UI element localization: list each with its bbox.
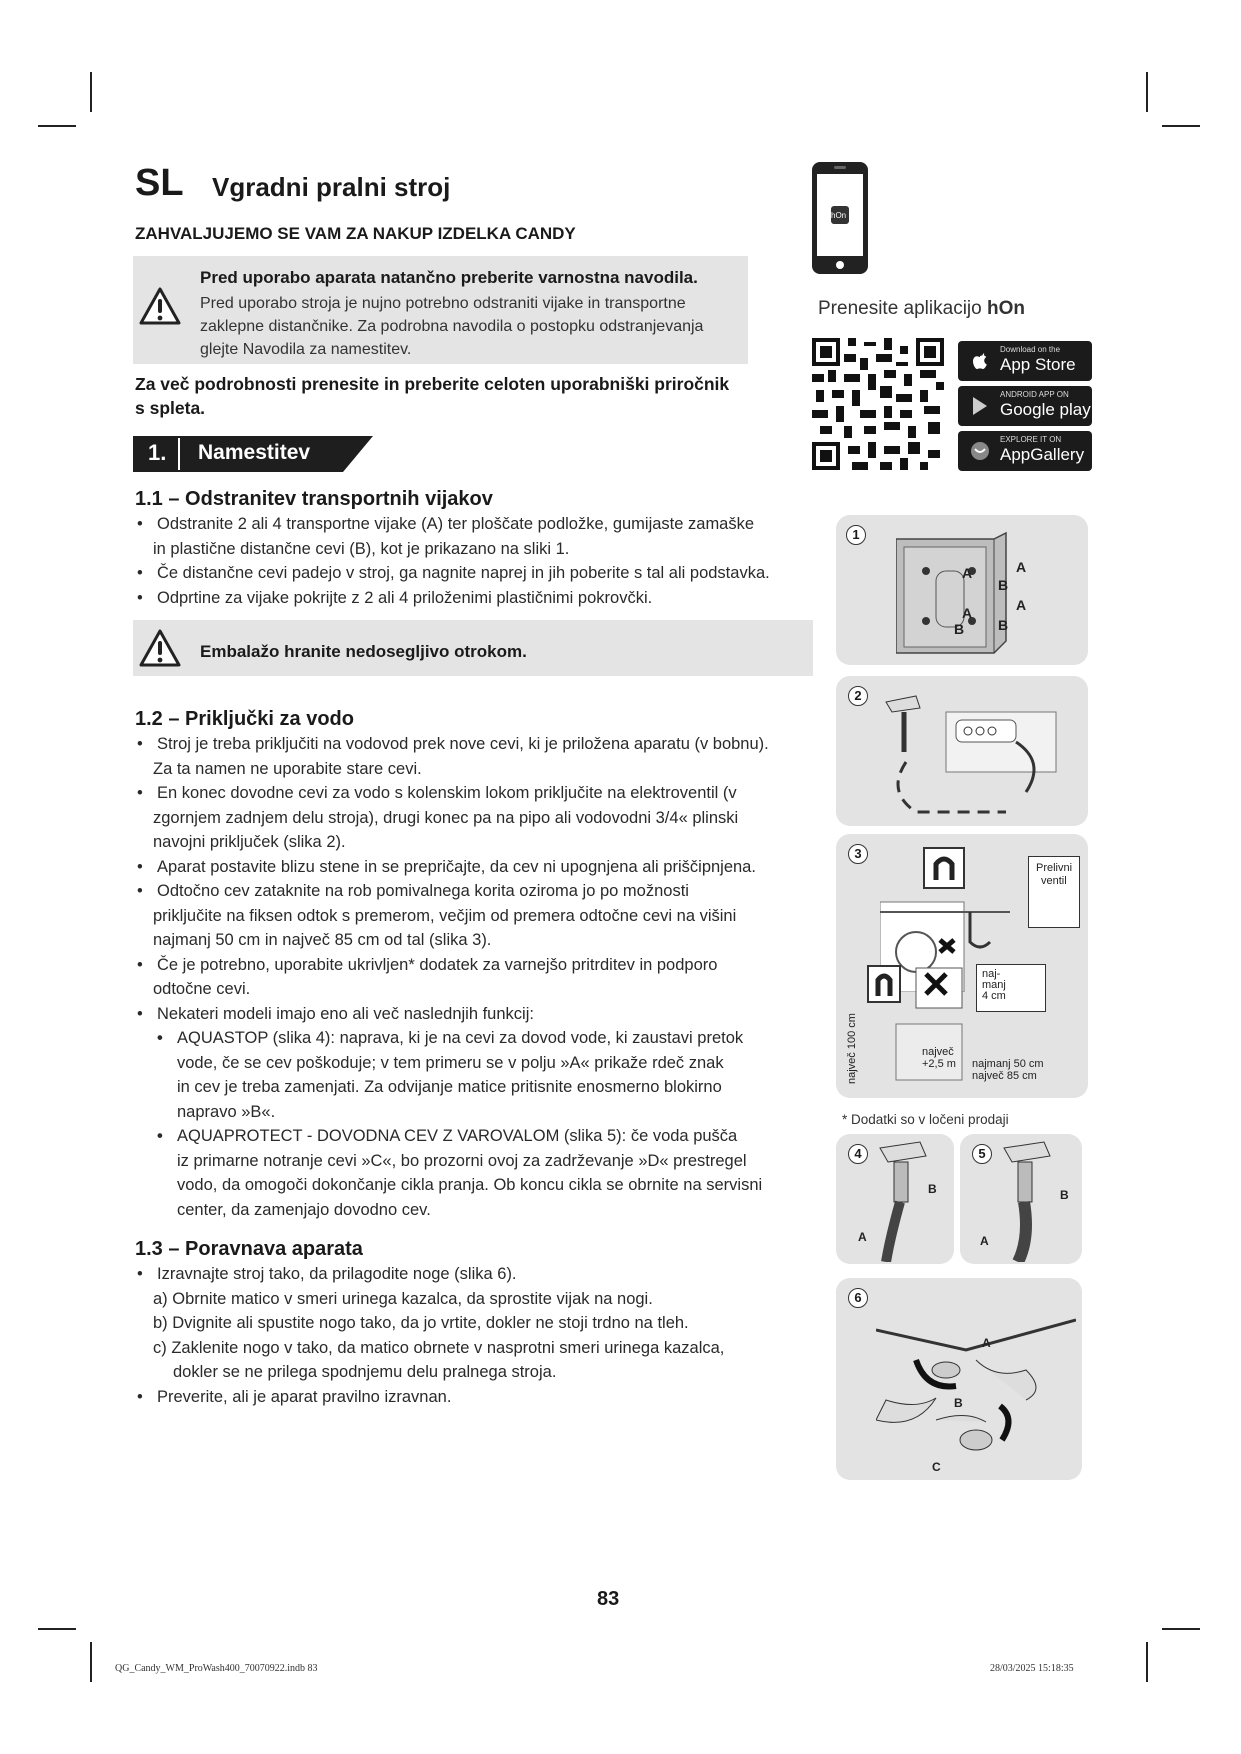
list-item: • Nekateri modeli imajo eno ali več naslednjih funkcij:: [135, 1002, 815, 1027]
huawei-icon: [968, 439, 992, 463]
figure-label: B: [998, 577, 1009, 593]
list-item-continuation: navojni priključek (slika 2).: [153, 833, 346, 851]
list-item-continuation: center, da zamenjajo dovodno cev.: [177, 1200, 431, 1219]
qr-code[interactable]: [812, 338, 944, 470]
child-warning-text: Embalažo hranite nedosegljivo otrokom.: [200, 642, 527, 661]
list-item-continuation: iz primarne notranje cevi »C«, bo prozorni ovoj za zadrževanje »D« prestregel: [177, 1151, 747, 1170]
crop-mark: [90, 72, 92, 112]
figure-label: najmanj 50 cm: [972, 1058, 1044, 1070]
list-1-2: [135, 732, 815, 1222]
list-item-continuation: priključite na fiksen odtok s premerom, večjim od premera odtočne cevi na višini: [153, 906, 737, 925]
list-item: • Odstranite 2 ali 4 transportne vijake (A) ter ploščate podložke, gumijaste zamaške: [135, 512, 815, 537]
page-number: 83: [597, 1588, 620, 1610]
figure-label: največ 100 cm: [846, 1013, 858, 1084]
figure-number: 6: [848, 1288, 868, 1308]
crop-mark: [38, 125, 76, 127]
list-item: • Aparat postavite blizu stene in se prepričajte, da cev ni upognjena ali priščipnjena.: [135, 855, 815, 880]
crop-mark: [1146, 72, 1148, 112]
store-small-label: ANDROID APP ON: [1000, 390, 1069, 399]
crop-mark: [90, 1642, 92, 1682]
list-item: • Odtočno cev zataknite na rob pomivalnega korita oziroma jo po možnosti: [135, 879, 815, 904]
figure-label: C: [932, 1460, 941, 1474]
app-gallery-badge[interactable]: [958, 431, 1092, 471]
list-1-1: [135, 512, 815, 610]
figure-1: [836, 515, 1088, 665]
figure-label: A: [1016, 597, 1027, 613]
list-item-continuation: napravo »B«.: [177, 1102, 276, 1121]
safety-warning-text: [200, 292, 745, 361]
heading-1-3: 1.3 – Poravnava aparata: [135, 1238, 363, 1260]
crop-mark: [1162, 1628, 1200, 1630]
figure-number: 2: [848, 686, 868, 706]
figure-label: A: [982, 1336, 991, 1350]
figure-label: Prelivni: [1036, 862, 1073, 874]
list-item: • Če je potrebno, uporabite ukrivljen* dodatek za varnejšo pritrditev in podporo: [135, 953, 815, 978]
page-title: Vgradni pralni stroj: [212, 172, 451, 202]
safety-warning-line: glejte Navodila za namestitev.: [200, 341, 412, 358]
crop-mark: [1162, 125, 1200, 127]
list-item-continuation: c) Zaklenite nogo v tako, da matico obrnete v nasprotni smeri urinega kazalca,: [153, 1338, 725, 1357]
list-item: • Odprtine za vijake pokrijte z 2 ali 4 priloženimi plastičnimi pokrovčki.: [135, 586, 815, 611]
figure-3: [836, 834, 1088, 1098]
list-item: • En konec dovodne cevi za vodo s kolenskim lokom priključite na elektroventil (v: [135, 781, 815, 806]
figure-label: manj: [982, 979, 1006, 991]
list-item-continuation: odtočne cevi.: [153, 980, 251, 998]
accessories-note: * Dodatki so v ločeni prodaji: [842, 1112, 1009, 1127]
heading-1-1: 1.1 – Odstranitev transportnih vijakov: [135, 488, 493, 510]
store-name: App Store: [1000, 355, 1076, 374]
list-item-continuation: b) Dvignite ali spustite nogo tako, da jo vrtite, dokler ne stoji trdno na tleh.: [153, 1314, 689, 1332]
figure-label: B: [1060, 1188, 1069, 1202]
footer-file: QG_Candy_WM_ProWash400_70070922.indb 83: [115, 1663, 318, 1674]
figure-label: A: [858, 1230, 867, 1244]
figure-number: 1: [846, 525, 866, 545]
figure-label: B: [998, 617, 1009, 633]
store-name: AppGallery: [1000, 445, 1085, 464]
google-play-badge[interactable]: [958, 386, 1092, 426]
figure-2: [836, 676, 1088, 826]
figure-6: [836, 1278, 1082, 1480]
list-item-continuation: a) Obrnite matico v smeri urinega kazalca, da sprostite vijak na nogi.: [153, 1289, 653, 1308]
footer-date: 28/03/2025 15:18:35: [990, 1663, 1074, 1674]
warning-icon: [138, 628, 182, 668]
figure-label: naj-: [982, 968, 1001, 980]
thanks-heading: ZAHVALJUJEMO SE VAM ZA NAKUP IZDELKA CANDY: [135, 224, 576, 243]
app-caption-prefix: Prenesite aplikacijo: [818, 298, 987, 319]
app-download-caption: [818, 298, 1025, 320]
list-item-continuation: najmanj 50 cm in največ 85 cm od tal (slika 3).: [153, 931, 492, 949]
list-item-continuation: in cev je treba zamenjati. Za odvijanje matice pritisnite enosmerno blokirno: [177, 1078, 722, 1096]
figure-label: B: [928, 1182, 937, 1196]
list-1-3: [135, 1262, 815, 1409]
figure-label: A: [1016, 559, 1027, 575]
store-small-label: Download on the: [1000, 345, 1061, 354]
list-item-continuation: vode, če se cev poškoduje; v tem primeru se v polju »A« prikaže rdeč znak: [177, 1053, 724, 1072]
figure-label: B: [954, 621, 965, 637]
apple-icon: [968, 349, 992, 373]
list-item: • Izravnajte stroj tako, da prilagodite noge (slika 6).: [135, 1262, 815, 1287]
figure-label: največ: [922, 1046, 954, 1058]
more-info-line: Za več podrobnosti prenesite in preberite celoten uporabniški priročnik: [135, 374, 730, 394]
list-item: • Stroj je treba priključiti na vodovod prek nove cevi, ki je priložena aparatu (v bobnu).: [135, 732, 815, 757]
water-connection-illustration: [876, 682, 1076, 820]
figure-label: 4 cm: [982, 990, 1006, 1002]
more-info-note: [135, 372, 785, 420]
safety-warning-line: zaklepne distančnike. Za podrobna navodila o postopku odstranjevanja: [200, 318, 704, 335]
figure-label: +2,5 m: [922, 1058, 956, 1070]
language-code: SL: [135, 162, 184, 204]
figure-number: 3: [848, 844, 868, 864]
figure-label: A: [962, 605, 973, 621]
aquaprotect-illustration: [974, 1138, 1074, 1262]
figure-5: [960, 1134, 1082, 1264]
sub-list-item: • AQUAPROTECT - DOVODNA CEV Z VAROVALOM (slika 5): če voda pušča: [135, 1124, 815, 1149]
heading-1-2: 1.2 – Priključki za vodo: [135, 708, 354, 730]
list-item: • Če distančne cevi padejo v stroj, ga nagnite naprej in jih poberite s tal ali podstavka.: [135, 561, 815, 586]
figure-label: B: [954, 1396, 963, 1410]
section-title: Namestitev: [198, 441, 311, 464]
warning-icon: [138, 286, 182, 326]
list-item: • Preverite, ali je aparat pravilno izravnan.: [135, 1385, 815, 1410]
list-item-continuation: in plastične distančne cevi (B), kot je prikazano na sliki 1.: [153, 539, 570, 558]
figure-label: največ 85 cm: [972, 1070, 1037, 1082]
figure-number: 5: [972, 1144, 992, 1164]
store-name: Google play: [1000, 400, 1091, 419]
crop-mark: [38, 1628, 76, 1630]
section-number: 1.: [148, 440, 167, 465]
figure-number: 4: [848, 1144, 868, 1164]
safety-warning-title: Pred uporabo aparata natančno preberite varnostna navodila.: [200, 268, 698, 287]
safety-warning-line: Pred uporabo stroja je nujno potrebno odstraniti vijake in transportne: [200, 295, 686, 312]
figure-label: ventil: [1041, 875, 1067, 887]
app-caption-name: hOn: [986, 298, 1025, 319]
more-info-line: s spleta.: [135, 398, 206, 418]
list-item-continuation: Za ta namen ne uporabite stare cevi.: [153, 759, 422, 778]
leveling-feet-illustration: [876, 1290, 1076, 1476]
app-store-badge[interactable]: [958, 341, 1092, 381]
list-item-continuation: vodo, da omogoči dokončanje cikla pranja. Ob koncu cikla se obrnite na servisni: [177, 1176, 763, 1194]
store-small-label: EXPLORE IT ON: [1000, 435, 1062, 444]
figure-label: A: [962, 565, 973, 581]
list-item-continuation: dokler se ne prilega spodnjemu delu pralnega stroja.: [173, 1363, 557, 1381]
crop-mark: [1146, 1642, 1148, 1682]
hon-app-icon: hOn: [831, 211, 847, 220]
sub-list-item: • AQUASTOP (slika 4): naprava, ki je na cevi za dovod vode, ki zaustavi pretok: [135, 1026, 815, 1051]
play-icon: [968, 394, 992, 418]
list-item-continuation: zgornjem zadnjem delu stroja), drugi konec pa na pipo ali vodovodni 3/4« plinski: [153, 808, 739, 827]
figure-4: [836, 1134, 954, 1264]
figure-label: A: [980, 1234, 989, 1248]
